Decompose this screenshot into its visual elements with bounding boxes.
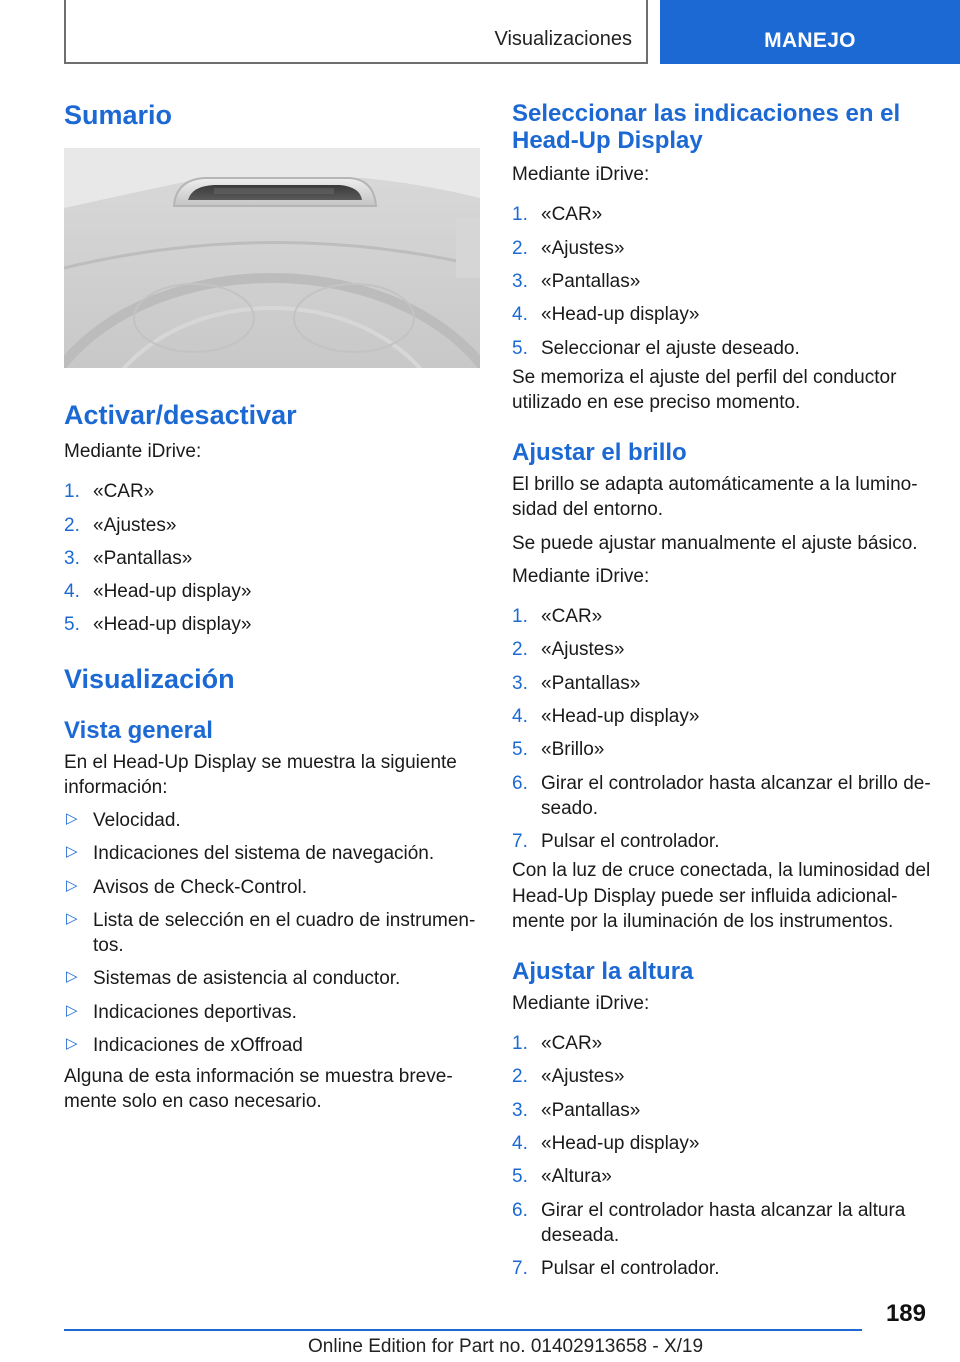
triangle-bullet-icon: ▷	[66, 876, 78, 894]
footer-divider	[64, 1329, 862, 1331]
left-column	[64, 100, 480, 1115]
list-item	[512, 236, 932, 261]
step-number: 3.	[64, 547, 80, 569]
step-text: «Head-up display»	[541, 304, 700, 326]
step-number: 1.	[512, 606, 528, 628]
bullet-text: Velocidad.	[93, 810, 181, 832]
step-number: 4.	[512, 1132, 528, 1154]
step-number: 2.	[512, 237, 528, 259]
step-text: «Ajustes»	[541, 1066, 625, 1088]
bullet-text: Indicaciones de xOffroad	[93, 1034, 303, 1056]
triangle-bullet-icon: ▷	[66, 909, 78, 927]
closing-text: Alguna de esta información se muestra breve-mente solo en caso necesario.	[64, 1066, 453, 1113]
altura-intro: Mediante iDrive:	[512, 992, 650, 1014]
step-text: «Pantallas»	[93, 547, 193, 569]
header-section-box	[64, 0, 648, 64]
step-number: 4.	[512, 706, 528, 727]
list-item	[64, 966, 480, 991]
list-item	[512, 336, 932, 361]
list-item	[64, 1000, 480, 1025]
list-item	[512, 637, 932, 662]
list-item	[512, 302, 932, 327]
step-number: 7.	[512, 1258, 528, 1280]
triangle-bullet-icon: ▷	[66, 1001, 78, 1019]
list-item	[64, 908, 480, 959]
vista-general-heading: Vista general	[64, 716, 213, 744]
list-item	[512, 1198, 932, 1249]
right-column	[512, 100, 932, 1289]
visualizacion-heading: Visualización	[64, 663, 235, 694]
step-number: 2.	[512, 1066, 528, 1088]
step-text: Pulsar el controlador.	[541, 1258, 720, 1280]
list-item	[512, 829, 932, 854]
list-item	[512, 737, 932, 762]
list-item	[64, 612, 480, 637]
list-item	[64, 546, 480, 571]
list-item	[512, 604, 932, 629]
select-intro: Mediante iDrive:	[512, 164, 650, 186]
step-number: 3.	[512, 1099, 528, 1121]
triangle-bullet-icon: ▷	[66, 1034, 78, 1052]
step-text: «Altura»	[541, 1166, 612, 1188]
list-item	[512, 704, 932, 729]
triangle-bullet-icon: ▷	[66, 968, 78, 986]
step-text: «Ajustes»	[541, 237, 625, 259]
list-item	[64, 841, 480, 866]
step-number: 7.	[512, 831, 528, 853]
step-number: 6.	[512, 1199, 528, 1221]
step-number: 5.	[512, 337, 528, 359]
list-item	[512, 1064, 932, 1089]
list-item	[512, 671, 932, 696]
step-number: 1.	[512, 1033, 528, 1055]
step-text: «Ajustes»	[541, 639, 625, 661]
list-item	[512, 1256, 932, 1281]
select-steps	[512, 202, 932, 360]
select-note: Se memoriza el ajuste del perfil del conductor utilizado en ese preciso momento.	[512, 366, 897, 414]
step-number: 1.	[512, 204, 528, 226]
brillo-text-2: Se puede ajustar manualmente el ajuste básico.	[512, 532, 918, 554]
list-item	[512, 1131, 932, 1156]
list-item	[64, 808, 480, 833]
bullet-text: Avisos de Check-Control.	[93, 876, 308, 898]
bullet-text: Indicaciones del sistema de navegación.	[93, 843, 435, 865]
select-heading: Seleccionar las indicaciones en el Head-Up Display	[512, 100, 901, 155]
step-text: Pulsar el controlador.	[541, 831, 720, 853]
brillo-intro: Mediante iDrive:	[512, 565, 650, 587]
head-up-display-photo	[64, 148, 480, 368]
info-bullets	[64, 808, 480, 1058]
list-item	[64, 579, 480, 604]
list-item	[512, 1031, 932, 1056]
step-text: «Head-up display»	[93, 614, 252, 636]
header-section-title: Visualizaciones	[494, 28, 632, 50]
page-number: 189	[885, 1300, 926, 1327]
step-number: 5.	[512, 1166, 528, 1188]
step-text: «CAR»	[541, 606, 603, 628]
altura-steps	[512, 1031, 932, 1281]
step-number: 5.	[512, 739, 528, 761]
step-text: «Pantallas»	[541, 672, 641, 694]
list-item	[512, 1098, 932, 1123]
step-number: 3.	[512, 271, 528, 293]
bullet-text: Lista de selección en el cuadro de instrumen-tos.	[93, 909, 476, 957]
brillo-heading: Ajustar el brillo	[512, 439, 687, 467]
step-text: «Ajustes»	[93, 514, 177, 536]
step-number: 3.	[512, 672, 528, 694]
activar-steps	[64, 479, 480, 637]
step-text: «Head-up display»	[541, 1132, 700, 1154]
step-number: 5.	[64, 614, 80, 636]
step-text: «Head-up display»	[93, 581, 252, 603]
triangle-bullet-icon: ▷	[66, 810, 78, 828]
step-number: 2.	[512, 639, 528, 661]
altura-heading: Ajustar la altura	[512, 958, 694, 986]
list-item	[64, 875, 480, 900]
footer-edition: Online Edition for Part no. 01402913658 - X/19	[308, 1336, 704, 1357]
list-item	[512, 771, 932, 822]
vista-general-text: En el Head-Up Display se muestra la siguiente información:	[64, 751, 457, 798]
activar-intro: Mediante iDrive:	[64, 441, 202, 463]
step-number: 4.	[64, 581, 80, 603]
bullet-text: Sistemas de asistencia al conductor.	[93, 968, 401, 990]
step-text: Girar el controlador hasta alcanzar la altura deseada.	[541, 1199, 906, 1246]
step-number: 6.	[512, 772, 528, 794]
step-text: «Pantallas»	[541, 271, 641, 293]
step-number: 1.	[64, 481, 80, 503]
list-item	[64, 479, 480, 504]
list-item	[512, 269, 932, 294]
step-text: Girar el controlador hasta alcanzar el brillo de-seado.	[541, 772, 931, 819]
brillo-note: Con la luz de cruce conectada, la luminosidad del Head-Up Display puede ser influida adicional-mente por la iluminación de los instrumentos.	[512, 860, 931, 932]
list-item	[64, 513, 480, 538]
activar-heading: Activar/desactivar	[64, 400, 297, 431]
dashboard-illustration	[64, 148, 480, 368]
header-chapter-tab: MANEJO	[660, 0, 960, 64]
step-text: «CAR»	[541, 1033, 603, 1055]
triangle-bullet-icon: ▷	[66, 843, 78, 861]
step-number: 4.	[512, 304, 528, 326]
list-item	[64, 1033, 480, 1058]
brillo-text-1: El brillo se adapta automáticamente a la lumino-sidad del entorno.	[512, 474, 918, 521]
step-text: «Brillo»	[541, 739, 605, 761]
step-text: «Pantallas»	[541, 1099, 641, 1121]
sumario-heading: Sumario	[64, 100, 173, 130]
list-item	[512, 202, 932, 227]
list-item	[512, 1164, 932, 1189]
brillo-steps	[512, 604, 932, 854]
step-text: «CAR»	[541, 204, 603, 226]
bullet-text: Indicaciones deportivas.	[93, 1001, 297, 1023]
step-text: Seleccionar el ajuste deseado.	[541, 337, 800, 359]
step-text: «Head-up display»	[541, 706, 700, 727]
step-number: 2.	[64, 514, 80, 536]
step-text: «CAR»	[93, 481, 155, 503]
